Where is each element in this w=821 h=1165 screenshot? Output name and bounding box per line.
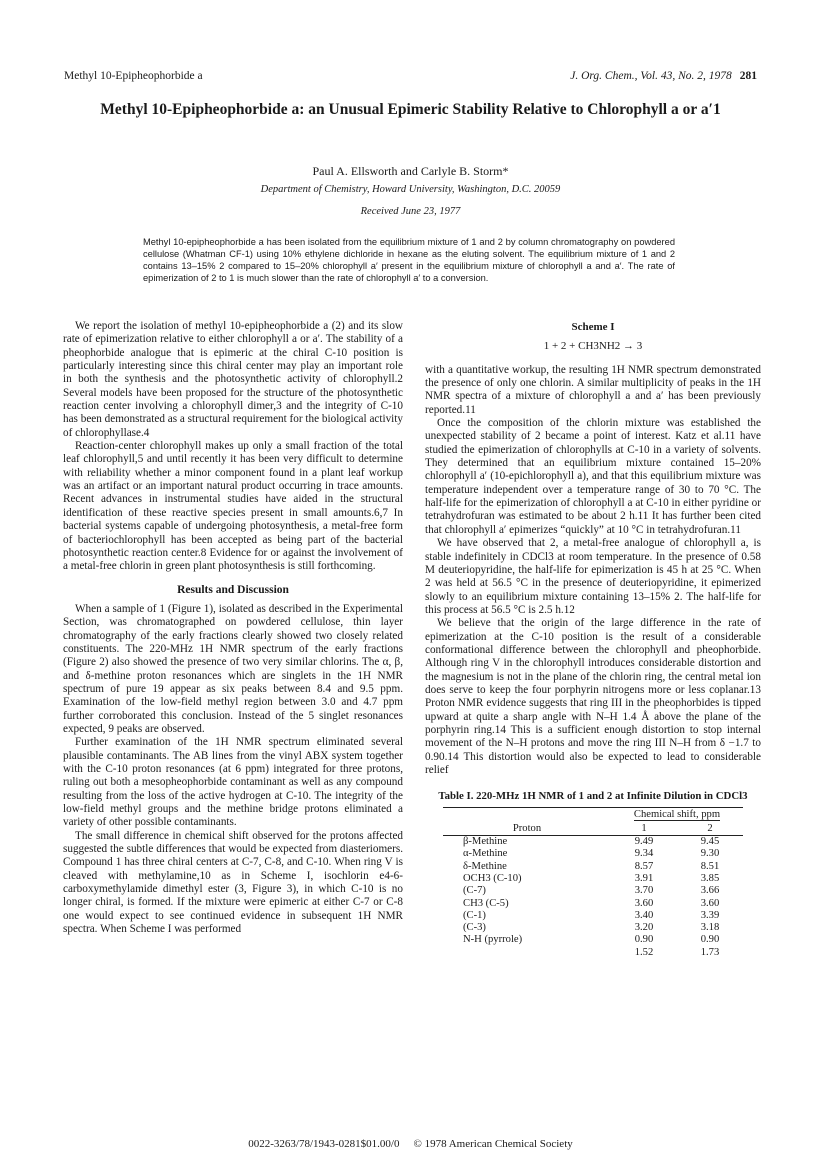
row-label: (C-1) [463, 909, 486, 921]
table-row [443, 947, 743, 959]
shift-value-1: 3.91 [634, 872, 654, 884]
journal-citation: J. Org. Chem., Vol. 43, No. 2, 1978 [570, 70, 732, 82]
abstract: Methyl 10-epipheophorbide a has been isolated from the equilibrium mixture of 1 and 2 by column chromatography on powdered cellulose (Whatman CF-1) using 10% ethylene dichloride in hexane as the eluting solvent. The equilibrium mixture of 1 and 2 contains 13–15% 2 compared to 15–20% chlorophyll a′ present in the equilibrium mixture of chlorophyll a and a′. The rate of epimerization of 2 to 1 is much slower than the rate of chlorophyll a′ to a conversion. [143, 237, 675, 283]
authors: Paul A. Ellsworth and Carlyle B. Storm* [312, 164, 509, 178]
row-label: δ-Methine [463, 860, 507, 872]
shift-value-2: 9.45 [700, 836, 720, 848]
shift-value-2: 9.30 [700, 848, 720, 860]
scheme [425, 321, 761, 354]
row-label: (C-3) [463, 922, 486, 934]
table-row [443, 898, 743, 910]
table-row [443, 922, 743, 934]
table-header-col-2: 2 [677, 822, 743, 836]
running-head [64, 70, 757, 86]
page-footer [64, 1138, 757, 1150]
body-paragraph: When a sample of 1 (Figure 1), isolated as described in the Experimental Section, was chromatographed on powdered cellulose, thin layer chromatography of the early fractions clearly showed two closely related constituents. The 220-MHz 1H NMR spectrum of the early fractions (Figure 2) also showed the presence of two very similar chlorins. The α, β, and δ-methine proton resonances which are singlets in the 1H NMR spectrum of pure 19 appear as six peaks between 8.4 and 9.5 ppm. Examination of the low-field methyl region between 3.0 and 4.7 ppm further corroborated this conclusion. Instead of the 5 singlet resonances expected, 9 peaks are observed. [63, 602, 403, 735]
shift-value-1: 3.40 [634, 909, 654, 921]
body-paragraph: with a quantitative workup, the resulting 1H NMR spectrum demonstrated the presence of only one chlorin. A similar multiplicity of peaks in the 1H NMR spectra of a mixture of chlorophyll a and a′ has been previously reported.11 [425, 363, 761, 416]
shift-value-1: 8.57 [634, 860, 654, 872]
footer-code: 0022-3263/78/1943-0281$01.00/0 [248, 1138, 400, 1150]
shift-value-2: 3.39 [700, 909, 720, 921]
affiliation: Department of Chemistry, Howard University, Washington, D.C. 20059 [260, 184, 561, 195]
body-paragraph: Once the composition of the chlorin mixture was established the unexpected stability of 2 became a point of interest. Katz et al.11 have studied the epimerization of chlorophylls at C-10 in a variety of solvents. They determined that an equilibrium mixture contained 15–20% chlorophyll a′ (10-epichlorophyll a), and that this equilibrium mixture was temperature independent over a temperature range of 30 to 70 °C. The half-life for the epimerization of chlorophyll a at C-10 in either pyridine or tetrahydrofuran was estimated to be about 2 h.11 It has further been cited that chlorophyll a′ epimerizes “quickly” at 10 °C in tetrahydrofuran.11 [425, 417, 761, 536]
right-column [425, 320, 761, 959]
row-label: N-H (pyrrole) [463, 934, 523, 946]
page-number: 281 [739, 70, 757, 82]
shift-value-2: 3.60 [700, 897, 720, 909]
running-head-left: Methyl 10-Epipheophorbide a [64, 70, 203, 82]
body-paragraph: We report the isolation of methyl 10-epipheophorbide a (2) and its slow rate of epimerization relative to either chlorophyll a or a′. The stability of a pheophorbide analogue that is epimeric at the chiral C-10 position is particularly interesting since this chiral center may play an important role in both the synthesis and the photosynthetic activity of chlorophyll.2 Several models have been proposed for the structure of the photosynthetic reaction center involving a chlorophyll dimer,3 and the integrity of C-10 has been demonstrated as a structural requirement for the biological activity of chlorophyllase.4 [63, 320, 403, 439]
row-label: OCH3 (C-10) [463, 872, 522, 884]
table-row [443, 836, 743, 849]
table-header-col-1: 1 [611, 822, 677, 836]
shift-value-2: 3.66 [700, 885, 720, 897]
scheme-title: Scheme I [571, 321, 615, 333]
body-paragraph: Further examination of the 1H NMR spectrum eliminated several plausible contaminants. The AB lines from the vinyl ABX system together with the C-10 proton resonances (at 6 ppm) integrated for three protons, ruling out both a mesopheophorbide contaminant as well as any compound resulting from the loss of the active hydrogen at C-10. The integrity of the low-field methyl groups and the methine bridge protons eliminated a variety of other possible contaminants. [63, 736, 403, 829]
shift-value-1: 3.20 [634, 922, 654, 934]
row-label: α-Methine [463, 848, 508, 860]
left-column [63, 320, 403, 936]
table-row [443, 848, 743, 860]
table-header-shift [611, 808, 743, 822]
table-header-proton: Proton [443, 808, 611, 836]
body-paragraph: We have observed that 2, a metal-free analogue of chlorophyll a, is stable indefinitely in CDCl3 at room temperature. In the presence of 0.58 M deuteriopyridine, the half-life for epimerization is 45 h at 25 °C. When 2 was held at 56.5 °C in the presence of deuteriopyridine, it epimerized slowly to an equilibrium mixture containing 13–15% 2. The half-life for this process at 56.5 °C is 2.5 h.12 [425, 537, 761, 616]
shift-value-1: 3.70 [634, 885, 654, 897]
article-title: Methyl 10-Epipheophorbide a: an Unusual Epimeric Stability Relative to Chlorophyll a or a′1 [100, 101, 721, 118]
row-label: CH3 (C-5) [463, 897, 509, 909]
row-label: β-Methine [463, 836, 508, 848]
nmr-table [443, 807, 743, 959]
table-row [443, 861, 743, 873]
running-head-right [570, 70, 757, 82]
shift-value-1: 9.49 [634, 836, 654, 848]
table-row [443, 873, 743, 885]
shift-value-1: 3.60 [634, 897, 654, 909]
received-date: Received June 23, 1977 [360, 206, 461, 217]
shift-value-2: 1.73 [700, 946, 720, 958]
table-row [443, 934, 743, 946]
table-row [443, 910, 743, 922]
nmr-table-body [443, 836, 743, 959]
shift-value-2: 8.51 [700, 860, 720, 872]
shift-value-2: 0.90 [700, 934, 720, 946]
footer-copyright: © 1978 American Chemical Society [413, 1138, 573, 1150]
section-heading: Results and Discussion [177, 583, 289, 596]
row-label: (C-7) [463, 885, 486, 897]
body-paragraph: We believe that the origin of the large difference in the rate of epimerization at the C-10 position is the result of a considerable conformational difference between the chlorophyll and pheophorbide. Although ring V in the chlorophyll introduces considerable distortion and the magnesium is not in the plane of the chlorin ring, the central metal ion does serve to keep the four porphyrin nitrogens more or less coplanar.13 Proton NMR evidence suggests that ring III in the pheophorbides is tipped upward at quite a sharp angle with N–H 1.4 Å above the plane of the porphyrin ring.14 This is a sufficient enough distortion to stop internal movement of the N–H protons and move the ring III N–H from δ −1.7 to 0.90.14 This distortion would also be expected to lead to considerable relief [425, 617, 761, 776]
shift-value-2: 3.18 [700, 922, 720, 934]
body-paragraph: The small difference in chemical shift observed for the protons affected suggested the subtle differences that would be expected from diasteriomers. Compound 1 has three chiral centers at C-7, C-8, and C-10. When ring V is cleaved with methylamine,10 as in Scheme I, isochlorin e4-6-carboxymethylamide dimethyl ester (3, Figure 3), in which C-10 is no longer chiral, is formed. If the mixture were epimeric at either C-7 or C-8 one would expect to see continued evidence in subsequent 1H NMR spectra. When Scheme I was performed [63, 829, 403, 936]
shift-value-2: 3.85 [700, 872, 720, 884]
shift-value-1: 0.90 [634, 934, 654, 946]
table-row [443, 885, 743, 897]
row-label [443, 947, 611, 959]
body-paragraph: Reaction-center chlorophyll makes up only a small fraction of the total leaf chlorophyll,5 and until recently it has been very difficult to determine with reliability whether a minor component found in a plant leaf workup was an artifact or an important natural product occurring in trace amounts. Recent advances in instrumental studies have aided in the structural identification of these reactive species present in small amounts.6,7 In bacterial systems capable of undergoing photosynthesis, a metal-free form of bacteriochlorophyll has been accepted as being part of the bacterial photosynthetic reaction center.8 Evidence for or against the involvement of a metal-free chlorin in green plant photosynthesis is still forthcoming. [63, 440, 403, 573]
scheme-equation: 1 + 2 + CH3NH2 → 3 [543, 340, 643, 353]
shift-value-1: 1.52 [634, 946, 654, 958]
table-header-shift-label: Chemical shift, ppm [633, 809, 721, 821]
shift-value-1: 9.34 [634, 848, 654, 860]
table-caption: Table I. 220-MHz 1H NMR of 1 and 2 at Infinite Dilution in CDCl3 [438, 790, 748, 803]
